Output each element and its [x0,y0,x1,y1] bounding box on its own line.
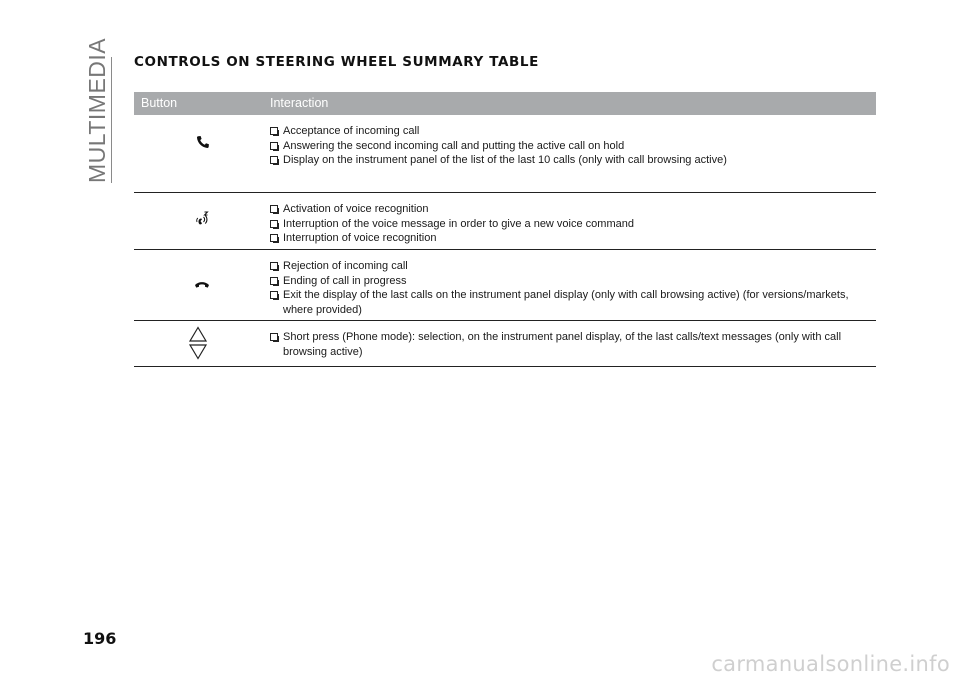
list-item: Ending of call in progress [270,274,866,289]
watermark: carmanualsonline.info [711,652,950,676]
header-interaction: Interaction [270,96,329,110]
list-item: Short press (Phone mode): selection, on the instrument panel display, of the last calls/text messages (only with call browsing active) [270,330,866,359]
table-row [134,115,876,193]
up-down-arrows-icon [188,326,208,360]
phone-answer-icon [196,135,210,149]
table-row [134,250,876,321]
checkbox-bullet-icon [270,262,278,270]
header-button: Button [141,96,178,110]
list-item: Acceptance of incoming call [270,124,866,139]
checkbox-bullet-icon [270,127,278,135]
list-item: Answering the second incoming call and putting the active call on hold [270,139,866,154]
checkbox-bullet-icon [270,234,278,242]
list-item: Display on the instrument panel of the list of the last 10 calls (only with call browsing active) [270,153,866,168]
table-header [134,92,876,115]
phone-hangup-icon [194,280,210,289]
checkbox-bullet-icon [270,291,278,299]
page-number: 196 [83,629,117,648]
list-item: Interruption of voice recognition [270,231,866,246]
section-tab [83,37,111,183]
checkbox-bullet-icon [270,142,278,150]
list-item: Interruption of the voice message in order to give a new voice command [270,217,866,232]
checkbox-bullet-icon [270,205,278,213]
icon-cell [134,321,270,366]
voice-recognition-icon [196,211,210,227]
icon-cell [134,115,270,192]
list-item: Exit the display of the last calls on the instrument panel display (only with call browsing active) (for versions/markets, where provided) [270,288,866,317]
table-row [134,321,876,367]
list-item: Activation of voice recognition [270,202,866,217]
table-row [134,193,876,250]
checkbox-bullet-icon [270,156,278,164]
checkbox-bullet-icon [270,333,278,341]
controls-table [134,92,876,367]
page-title: CONTROLS ON STEERING WHEEL SUMMARY TABLE [134,54,539,70]
icon-cell [134,250,270,320]
checkbox-bullet-icon [270,277,278,285]
list-item: Rejection of incoming call [270,259,866,274]
icon-cell [134,193,270,249]
section-label: MULTIMEDIA [84,37,110,183]
checkbox-bullet-icon [270,220,278,228]
section-divider [111,57,112,183]
